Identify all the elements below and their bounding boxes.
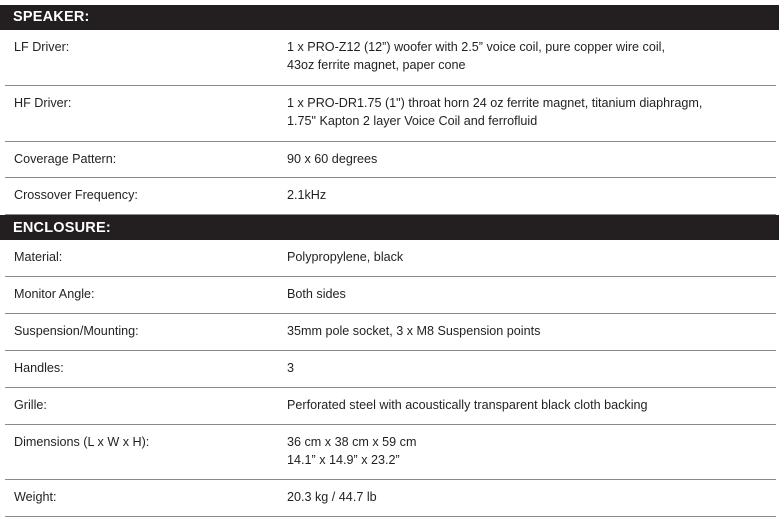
spec-value [287,95,776,131]
spec-value-line: 90 x 60 degrees [287,151,378,166]
spec-label: Dimensions (L x W x H): [14,434,150,449]
section-header-title: SPEAKER: [13,9,90,26]
table-row [5,351,776,388]
spec-value-line: 43oz ferrite magnet, paper cone [287,57,466,72]
spec-section [0,5,779,215]
spec-label: Suspension/Mounting: [14,324,139,338]
spec-label: Crossover Frequency: [14,188,138,203]
spec-value [287,323,776,341]
table-row [5,314,776,351]
spec-value [287,434,776,470]
table-row [5,240,776,277]
table-row [5,178,776,215]
spec-value-line: 14.1” x 14.9” x 23.2” [287,452,400,467]
spec-value [287,397,776,415]
spec-value-line: 35mm pole socket, 3 x M8 Suspension points [287,324,541,338]
spec-value-line: 36 cm x 38 cm x 59 cm [287,434,417,449]
spec-label: Material: [14,250,63,265]
spec-value [287,249,776,267]
spec-value [287,151,776,169]
spec-sections-container [0,5,779,517]
spec-value-line: 1.75" Kapton 2 layer Voice Coil and ferrofluid [287,113,538,128]
section-rows [0,240,779,517]
spec-value-line: 1 x PRO-DR1.75 (1") throat horn 24 oz ferrite magnet, titanium diaphragm, [287,95,703,110]
spec-label: Handles: [14,360,64,375]
spec-value-line: 20.3 kg / 44.7 lb [287,490,377,505]
table-row [5,30,776,86]
spec-section [0,215,779,517]
table-row [5,388,776,425]
spec-value-line: 3 [287,360,295,375]
table-row [5,425,776,481]
table-row [5,277,776,314]
spec-value [287,489,776,507]
spec-value-line: 1 x PRO-Z12 (12”) woofer with 2.5” voice coil, pure copper wire coil, [287,40,665,54]
table-row [5,480,776,517]
spec-label: Coverage Pattern: [14,151,117,166]
spec-value [287,187,776,205]
section-header-bar [0,5,779,30]
spec-label: Weight: [14,490,57,505]
spec-value-line: 2.1kHz [287,188,327,203]
spec-label: Grille: [14,397,47,412]
section-header-title: ENCLOSURE: [13,219,111,236]
table-row [5,142,776,179]
table-row [5,86,776,142]
spec-value [287,39,776,75]
section-header-bar [0,215,779,240]
spec-label: HF Driver: [14,95,72,110]
spec-label: Monitor Angle: [14,287,95,302]
spec-value-line: Polypropylene, black [287,250,404,265]
spec-value-line: Both sides [287,287,346,302]
spec-value-line: Perforated steel with acoustically transparent black cloth backing [287,397,648,412]
section-rows [0,30,779,215]
spec-label: LF Driver: [14,40,70,54]
spec-value [287,360,776,378]
spec-value [287,286,776,304]
